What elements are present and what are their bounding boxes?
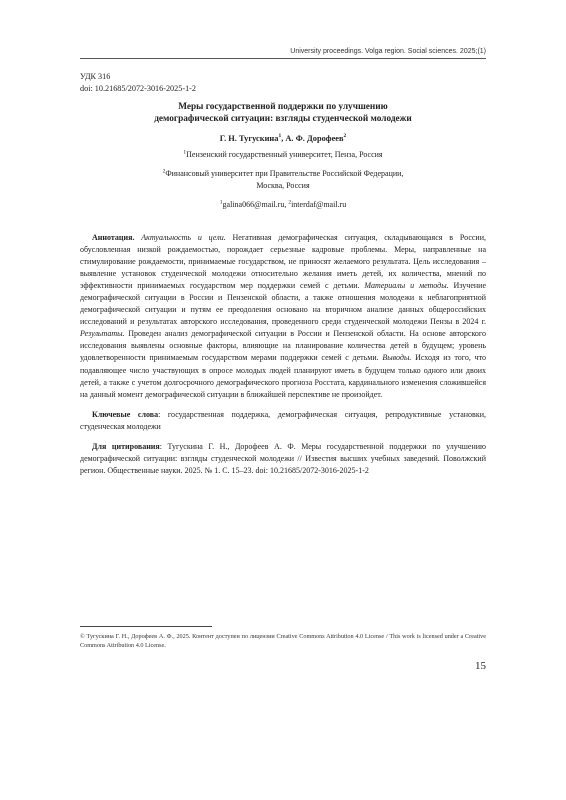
keywords (80, 409, 486, 433)
email-separator: , (284, 200, 289, 209)
affiliation-1 (80, 149, 486, 161)
udk-code: УДК 316 (80, 72, 111, 81)
citation-text: : Тугускина Г. Н., Дорофеев А. Ф. Меры государственной поддержки по улучшению демографической ситуации: взгляды студенческой молодежи // Известия высших учебных заведений. Поволжский регион. Общественные науки. 2025. № 1. С. 15–23. doi: 10.21685/2072-3016-2025-1-2 (80, 441, 486, 475)
affiliation-2-sup: 2 (162, 168, 166, 175)
author-1-sup: 1 (278, 133, 282, 140)
affiliation-1-text: Пензенский государственный университет, Пенза, Россия (186, 150, 383, 159)
abstract-methods-heading: Материалы и методы. (364, 281, 449, 291)
email-2-sup: 2 (288, 199, 292, 206)
article-title (80, 101, 486, 125)
footnote-divider (80, 626, 212, 627)
doi: doi: 10.21685/2072-3016-2025-1-2 (80, 84, 196, 93)
keywords-label: Ключевые слова (92, 409, 159, 419)
email-1-sup: 1 (219, 199, 223, 206)
author-separator: , (281, 134, 286, 143)
abstract-label: Аннотация. (92, 233, 135, 242)
abstract-relevance-heading: Актуальность и цели. (141, 233, 226, 242)
affiliation-2-line-2: Москва, Россия (256, 181, 310, 190)
abstract-methods-text: Изучение демографической ситуации в России и Пензенской области, а также отношения молодежи к неблагоприятной демографической ситуации и путям ее преодоления основано на вторичном анализе данных общероссийских исследований и результатах авторского исследования, проведенного среди студенческой молодежи Пензы в 2024 г. (80, 281, 486, 327)
title-line-2: демографической ситуации: взгляды студенческой молодежи (154, 114, 412, 124)
citation-label: Для цитирования (92, 441, 160, 451)
keywords-text: : государственная поддержка, демографическая ситуация, репродуктивные установки, студенческая молодежи (80, 409, 487, 431)
abstract-results-heading: Результаты. (80, 329, 125, 339)
running-head: University proceedings. Volga region. Social sciences. 2025;(1) (80, 48, 486, 59)
author-2: А. Ф. Дорофеев (285, 134, 344, 143)
authors (80, 134, 486, 143)
author-2-sup: 2 (343, 133, 347, 140)
citation (80, 441, 486, 477)
abstract-results-text: Проведен анализ демографической ситуации в России и Пензенской области. На основе авторского исследования выявлены основные факторы, влияющие на планирование количества детей в будущем; уровень удовлетворенности принимаемым государством мерами поддержки семей с детьми. (80, 329, 486, 363)
abstract-relevance-text: Негативная демографическая ситуация, складывающаяся в России, обусловленная низкой рождаемостью, порождает серьезные кадровые проблемы. Меры, направленные на стимулирование рождаемости, принимаемые государством, не приносят желаемого результата. Цель исследования – выявление установок студенческой молодежи относительно желания иметь детей, их количества, мнений по эффективности принимаемых государством мер поддержки семей с детьми. (80, 233, 486, 291)
abstract-conclusions-heading: Выводы. (382, 353, 412, 363)
title-line-1: Меры государственной поддержки по улучшению (178, 102, 388, 112)
affiliation-2-text-1: Финансовый университет при Правительстве Российской Федерации, (165, 169, 404, 178)
page-number: 15 (475, 660, 486, 672)
author-emails (80, 199, 486, 211)
article-content (80, 71, 486, 477)
email-1: galina066@mail.ru (222, 200, 285, 209)
affiliation-2-line-1 (80, 168, 486, 180)
copyright-footnote: © Тугускина Г. Н., Дорофеев А. Ф., 2025. Контент доступен по лицензии Creative Commons Attribution 4.0 License / This work is licensed under a Creative Commons Attribution 4.0 License. (80, 633, 486, 649)
abstract (80, 232, 486, 401)
email-2: interdaf@mail.ru (291, 200, 347, 209)
affiliation-2 (80, 168, 486, 192)
author-1: Г. Н. Тугускина (219, 134, 279, 143)
abstract-conclusions-text: Исходя из того, что подавляющее число участвующих в опросе молодых людей планируют иметь в будущем только одного или двоих детей, а также с учетом долгосрочного демографического прогноза Росстата, кардинального изменения сложившейся на данный момент демографической ситуации в ближайшей перспективе не произойдет. (80, 353, 486, 399)
affiliation-1-sup: 1 (183, 149, 187, 156)
